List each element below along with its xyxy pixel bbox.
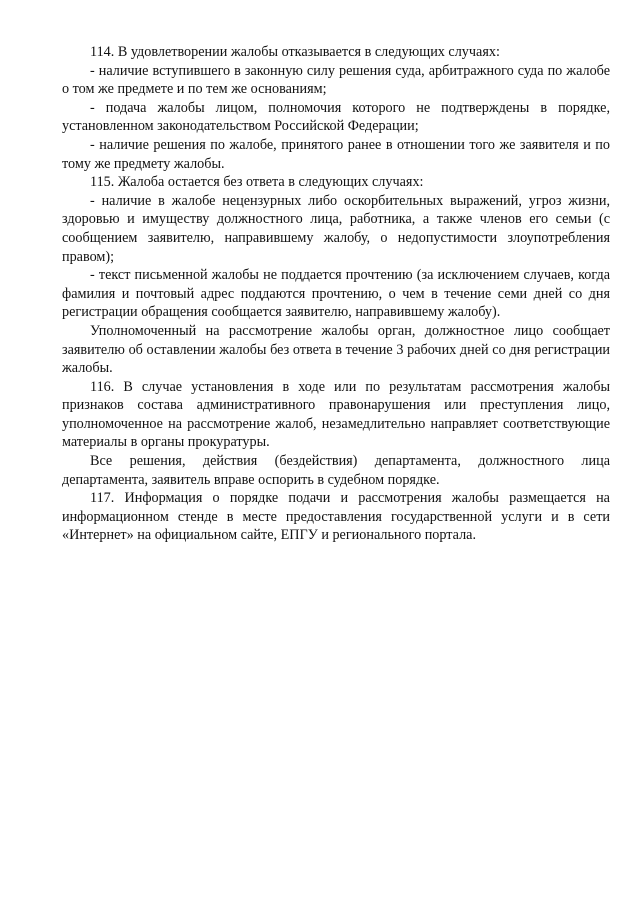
paragraph-115-item-illegible-text: - текст письменной жалобы не поддается прочтению (за исключением случаев, когда фамилия и почтовый адрес поддаются прочтению, о чем в течение семи дней со дня регистрации обращения сообщается заявителю, направившему жалобу). bbox=[62, 267, 610, 321]
paragraph-117: 117. Информация о порядке подачи и рассмотрения жалобы размещается на информационном стенде в месте предоставления государственной услуги и в сети «Интернет» на официальном сайте, ЕПГУ и регионального портала. bbox=[62, 490, 610, 544]
paragraph-114-item-unconfirmed-authority: - подача жалобы лицом, полномочия которого не подтверждены в порядке, установленном законодательством Российской Федерации; bbox=[62, 99, 610, 135]
paragraph-114-intro: 114. В удовлетворении жалобы отказывается в следующих случаях: bbox=[90, 44, 500, 60]
paragraph-115-item-offensive-language: - наличие в жалобе нецензурных либо оскорбительных выражений, угроз жизни, здоровью и имуществу должностного лица, работника, а также членов его семьи (с сообщением заявителю, направившему жалобу, о недопустимости злоупотребления правом); bbox=[62, 192, 610, 265]
document-body bbox=[62, 43, 610, 545]
paragraph-116: 116. В случае установления в ходе или по результатам рассмотрения жалобы признаков состава административного правонарушения или преступления лицо, уполномоченное на рассмотрение жалоб, незамедлительно направляет соответствующие материалы в органы прокуратуры. bbox=[62, 378, 610, 451]
paragraph-115-notification: Уполномоченный на рассмотрение жалобы орган, должностное лицо сообщает заявителю об оставлении жалобы без ответа в течение 3 рабочих дней со дня регистрации жалобы. bbox=[62, 322, 610, 377]
paragraph-116-appeal: Все решения, действия (бездействия) департамента, должностного лица департамента, заявитель вправе оспорить в судебном порядке. bbox=[62, 453, 610, 488]
paragraph-115-intro: 115. Жалоба остается без ответа в следующих случаях: bbox=[90, 174, 424, 191]
paragraph-114-item-court-decision: - наличие вступившего в законную силу решения суда, арбитражного суда по жалобе о том же предмете и по тем же основаниям; bbox=[62, 62, 610, 98]
paragraph-114-item-prior-decision: - наличие решения по жалобе, принятого ранее в отношении того же заявителя и по тому же предмету жалобы. bbox=[62, 136, 610, 172]
